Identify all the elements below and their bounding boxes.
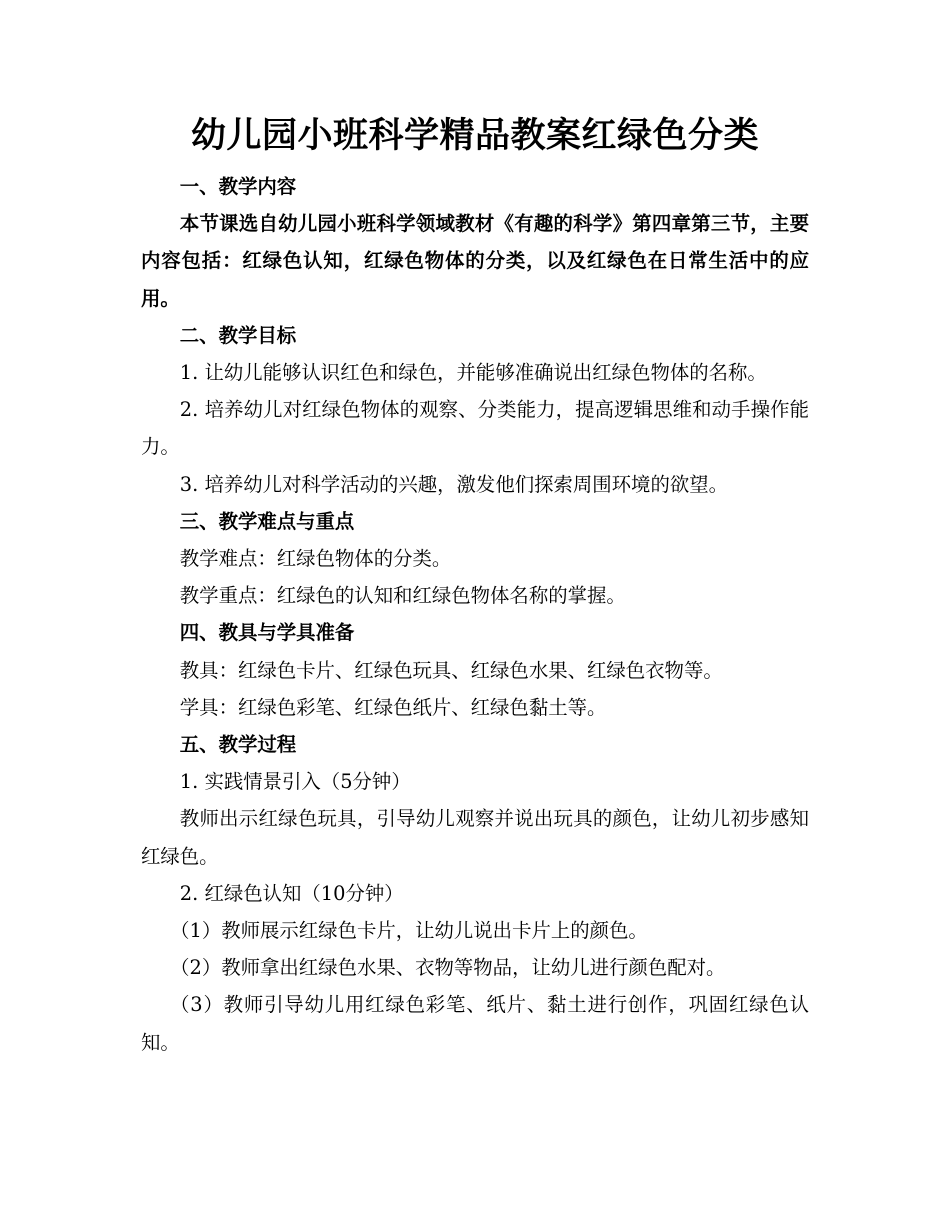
teaching-content-paragraph: 本节课选自幼儿园小班科学领域教材《有趣的科学》第四章第三节，主要内容包括：红绿色认知，红绿色物体的分类，以及红绿色在日常生活中的应用。	[141, 212, 809, 310]
process-substep-2: （2）教师拿出红绿色水果、衣物等物品，让幼儿进行颜色配对。	[170, 956, 726, 980]
difficulty-item: 教学难点：红绿色物体的分类。	[179, 547, 452, 571]
key-point-item: 教学重点：红绿色的认知和红绿色物体名称的掌握。	[179, 584, 626, 608]
process-step-1-body: 教师出示红绿色玩具，引导幼儿观察并说出玩具的颜色，让幼儿初步感知红绿色。	[141, 807, 809, 868]
section-heading-materials: 四、教具与学具准备	[179, 621, 355, 645]
section-heading-process: 五、教学过程	[179, 733, 297, 757]
process-substep-1: （1）教师展示红绿色卡片，让幼儿说出卡片上的颜色。	[170, 919, 648, 943]
student-materials-item: 学具：红绿色彩笔、红绿色纸片、红绿色黏土等。	[179, 695, 607, 719]
goal-item-1: 1. 让幼儿能够认识红色和绿色，并能够准确说出红绿色物体的名称。	[179, 361, 767, 385]
process-substep-3: （3）教师引导幼儿用红绿色彩笔、纸片、黏土进行创作，巩固红绿色认知。	[141, 993, 809, 1054]
process-step-2-title: 2. 红绿色认知（10分钟）	[179, 881, 404, 905]
teacher-materials-item: 教具：红绿色卡片、红绿色玩具、红绿色水果、红绿色衣物等。	[179, 658, 723, 682]
process-step-1-title: 1. 实践情景引入（5分钟）	[179, 770, 411, 794]
goal-item-3: 3. 培养幼儿对科学活动的兴趣，激发他们探索周围环境的欲望。	[179, 472, 729, 496]
goal-item-2: 2. 培养幼儿对红绿色物体的观察、分类能力，提高逻辑思维和动手操作能力。	[141, 398, 809, 459]
section-heading-teaching-goals: 二、教学目标	[179, 323, 297, 347]
document-title: 幼儿园小班科学精品教案红绿色分类	[190, 116, 759, 156]
section-heading-difficulties: 三、教学难点与重点	[179, 509, 355, 533]
section-heading-teaching-content: 一、教学内容	[179, 175, 297, 198]
document-content	[141, 108, 809, 1061]
